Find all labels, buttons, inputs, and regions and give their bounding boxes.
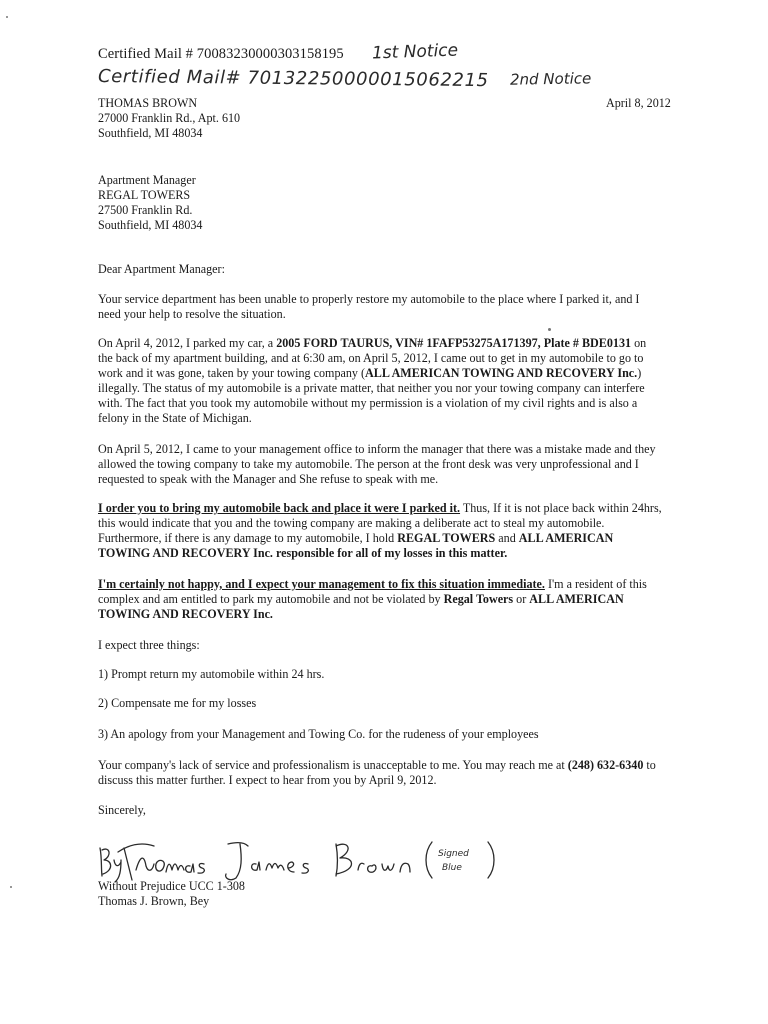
text-run: and [495,531,519,545]
paragraph-expectation [98,577,698,622]
paragraph-line: On April 5, 2012, I came to your management office to inform the manager that there was a mistake made and they [98,442,656,456]
sender-name: THOMAS BROWN [98,96,198,110]
text-run: complex and am entitled to park my automobile and not be violated by [98,592,444,606]
paragraph-office-visit [98,442,698,487]
phone-number: (248) 632-6340 [567,758,644,772]
text-run: to [643,758,656,772]
paragraph-line: discuss this matter further. I expect to hear from you by April 9, 2012. [98,773,437,787]
list-item: 2) Compensate me for my losses [98,696,257,710]
paragraph-incident [98,336,698,426]
recipient-address [98,173,202,233]
paragraph-line: illegally. The status of my automobile is a private matter, that neither you nor your towing company can interfere [98,381,645,395]
bold-run: ALL AMERICAN [518,531,614,545]
letter-date: April 8, 2012 [606,96,671,110]
list-item: 3) An apology from your Management and Towing Co. for the rudeness of your employees [98,727,539,741]
certified-mail-line: Certified Mail # 70083230000303158195 [98,46,344,62]
handwritten-second-notice: 2nd Notice [509,69,592,89]
paragraph-line: this would indicate that you and the towing company are making a deliberate act to steal my automobile. [98,516,605,530]
sender-address [98,96,240,141]
handwritten-first-notice: 1st Notice [371,40,459,64]
handwritten-certified-mail-line: Certified Mail# 70132250000015062215 [97,66,489,92]
paragraph-line: need your help to resolve the situation. [98,307,286,321]
paragraph-line [98,501,698,516]
scan-speck [6,16,8,18]
handwritten-signature [96,834,516,884]
svg-text:Blue: Blue [442,863,462,873]
paragraph-line: allowed the towing company to take my automobile. The person at the front desk was very unprofessional and I [98,457,639,471]
recipient-city: Southfield, MI 48034 [98,218,203,232]
paragraph-line: with. The fact that you took my automobile without my permission is a violation of my civil rights and is also a [98,396,638,410]
paragraph-line: TOWING AND RECOVERY Inc. responsible for all of my losses in this matter. [98,546,508,560]
sender-city: Southfield, MI 48034 [98,126,203,140]
paragraph-line: Your service department has been unable to properly restore my automobile to the place where I parked it, and I [98,292,640,306]
paragraph-line: the back of my apartment building, and at 6:30 am, on April 5, 2012, I came out to get in my automobile to go to [98,351,644,365]
paragraph-intro [98,292,698,322]
sender-street: 27000 Franklin Rd., Apt. 610 [98,111,241,125]
text-run: I'm a resident of this [544,577,647,591]
text-run: Your company's lack of service and professionalism is unacceptable to me. You may reach me at [98,758,568,772]
recipient-title: Apartment Manager [98,173,196,187]
paragraph-line: TOWING AND RECOVERY Inc. [98,607,273,621]
recipient-company: REGAL TOWERS [98,188,191,202]
paragraph-contact [98,758,698,788]
paragraph-line: felony in the State of Michigan. [98,411,252,425]
text-run: Thus, If it is not place back within 24hrs, [460,501,662,515]
order-statement: I order you to bring my automobile back and place it were I parked it. [98,501,461,515]
text-run: Furthermore, if there is any damage to my automobile, I hold [98,531,398,545]
towing-company-name: ALL AMERICAN TOWING AND RECOVERY Inc. [365,366,638,380]
text-run: On April 4, 2012, I parked my car, a [98,336,277,350]
paragraph-line: requested to speak with the Manager and She refuse to speak with me. [98,472,439,486]
paragraph-order [98,501,698,561]
expectation-statement: I'm certainly not happy, and I expect your management to fix this situation immediate. [98,577,545,591]
bold-run: ALL AMERICAN [529,592,624,606]
text-run: or [513,592,530,606]
paragraph-line [98,366,698,381]
text-run: ) [637,366,642,380]
scan-speck [548,328,551,331]
list-item: 1) Prompt return my automobile within 24 hrs. [98,667,325,681]
paragraph-line [98,758,698,773]
bold-run: Regal Towers [443,592,514,606]
text-run: on [631,336,647,350]
scan-speck [10,886,12,888]
paragraph-line [98,592,698,607]
salutation: Dear Apartment Manager: [98,262,225,276]
paragraph-line [98,577,698,592]
paragraph-line [98,336,698,351]
without-prejudice: Without Prejudice UCC 1-308 [98,879,245,893]
list-intro: I expect three things: [98,638,200,652]
closing: Sincerely, [98,803,146,817]
text-run: work and it was gone, taken by your towing company ( [98,366,366,380]
recipient-street: 27500 Franklin Rd. [98,203,193,217]
signatory-name: Thomas J. Brown, Bey [98,894,210,908]
vehicle-details: 2005 FORD TAURUS, VIN# 1FAFP53275A171397, Plate # BDE0131 [276,336,632,350]
svg-text:Signed: Signed [438,849,469,859]
paragraph-line [98,531,698,546]
bold-run: REGAL TOWERS [397,531,496,545]
